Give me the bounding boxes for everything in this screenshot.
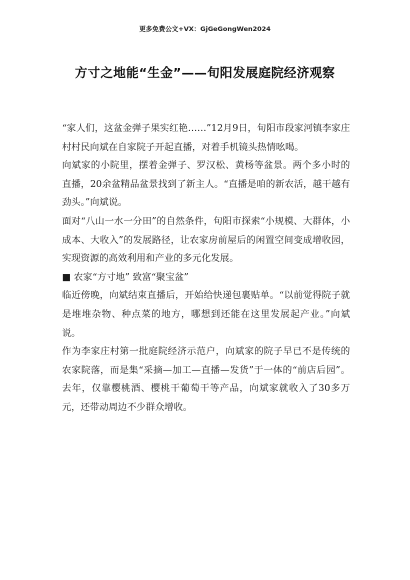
paragraph-4: 临近傍晚，向斌结束直播后，开始给快递包裹贴单。“以前觉得院子就是堆堆杂物、种点菜的地方，哪想到还能在这里发展起产业。”向斌说。 xyxy=(62,290,350,339)
article-title: 方寸之地能“生金”——旬阳发展庭院经济观察 xyxy=(74,65,336,80)
paragraph-1: “家人们，这盆金弹子果实红艳……”12月9日，旬阳市段家河镇李家庄村村民向斌在自家院子开起直播，对着手机镜头热情吆喝。 xyxy=(62,123,350,153)
section-heading: ■ 农家“方寸地” 致富“聚宝盆” xyxy=(62,271,189,283)
article-body xyxy=(62,120,350,418)
paragraph-3: 面对“八山一水一分田”的自然条件，旬阳市探索“小规模、大群体，小成本、大收入”的发展路径，让农家房前屋后的闲置空间变成增收园，实现资源的高效利用和产业的多元化发展。 xyxy=(62,215,350,265)
paragraph-2: 向斌家的小院里，摆着金弹子、罗汉松、黄杨等盆景。两个多小时的直播，20余盆精品盆景找到了新主人。“直播是咱的新农活，越干越有劲头。”向斌说。 xyxy=(62,160,350,209)
header-note: 更多免费公文+VX：GjGeGongWen2024 xyxy=(139,25,271,33)
paragraph-5: 作为李家庄村第一批庭院经济示范户，向斌家的院子早已不是传统的农家院落，而是集“采摘—加工—直播—发货”于一体的“前店后园”。去年，仅靠樱桃酒、樱桃干葡萄干等产品，向斌家就收入了30多万元，还带动周边不少群众增收。 xyxy=(62,346,350,413)
